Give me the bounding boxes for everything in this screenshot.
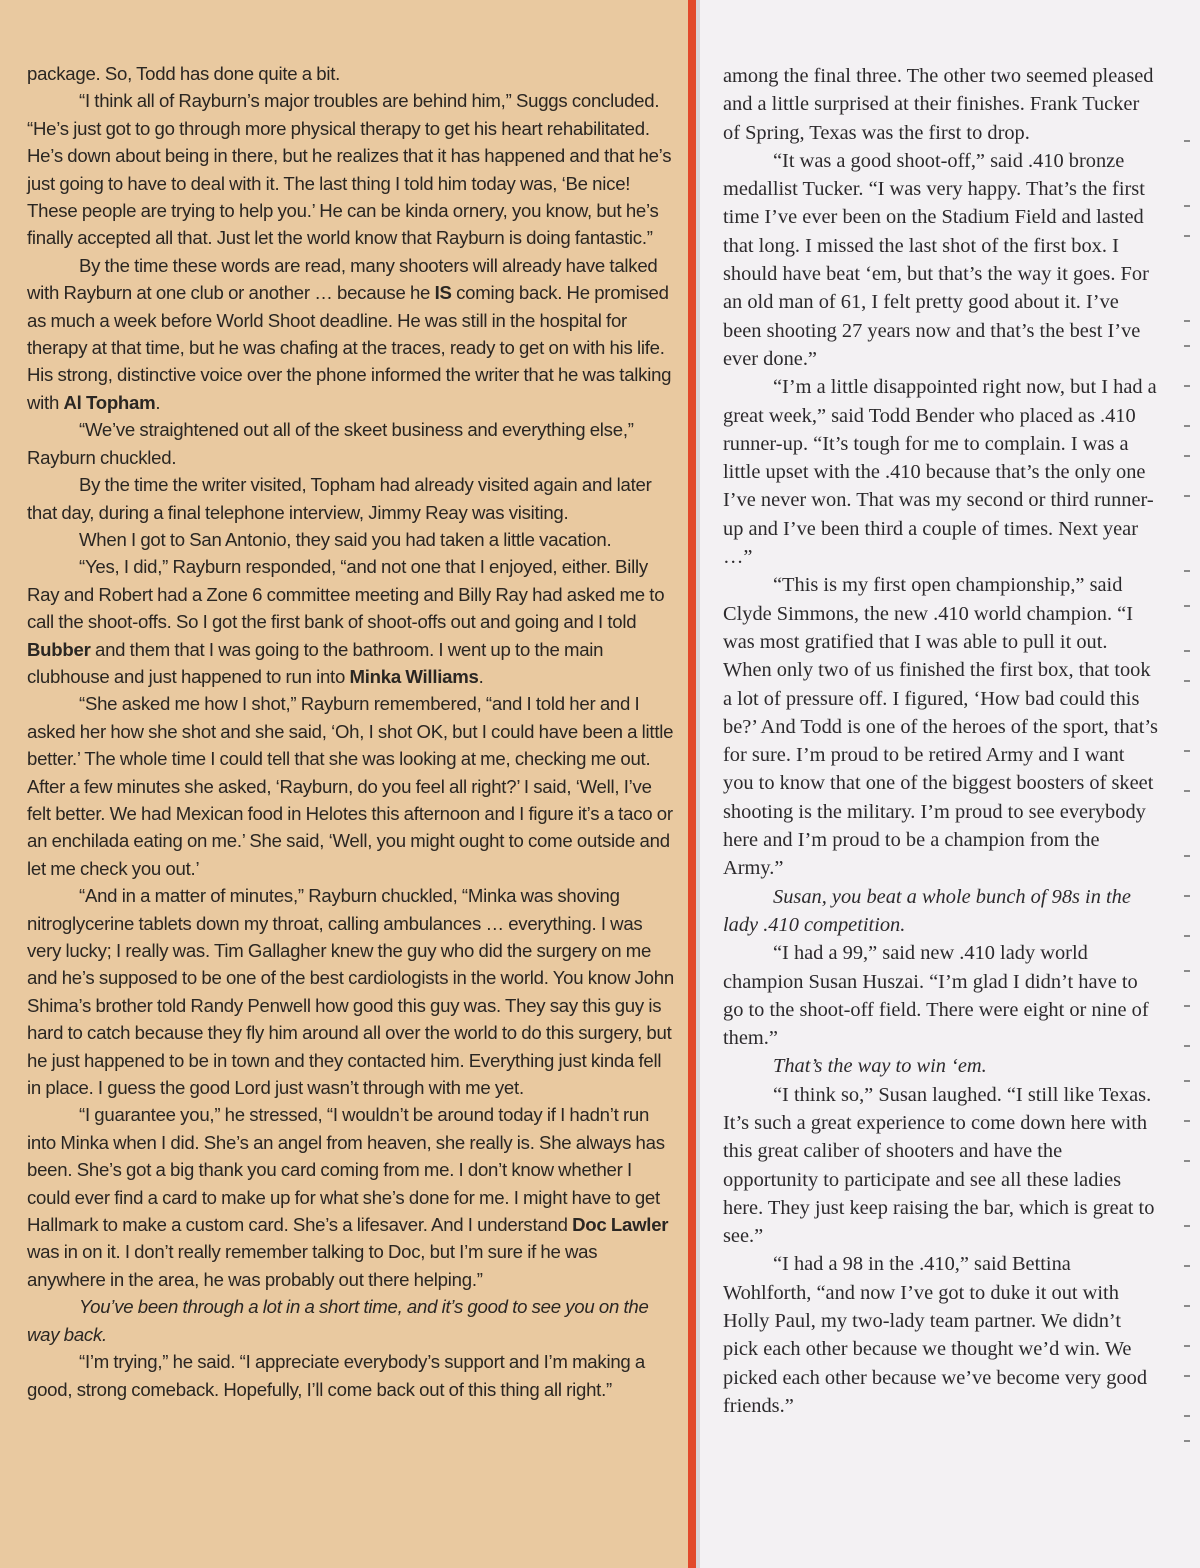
paragraph: “I had a 99,” said new .410 lady world champion Susan Huszai. “I’m glad I didn’t have to go to the shoot-off field. There were eight or nine of them.”	[723, 942, 1149, 1050]
paragraph: When I got to San Antonio, they said you had taken a little vacation.	[79, 528, 612, 550]
column-divider	[688, 0, 696, 1568]
paragraph: “Yes, I did,” Rayburn responded, “and not one that I enjoyed, either. Billy Ray and Robert had a Zone 6 committee meeting and Billy Ray had asked me to call the shoot-offs. So I got the first bank of shoot-offs out and going and I told Bubber and them that I was going to the bathroom. I went up to the main clubhouse and just happened to run into Minka Williams.	[27, 556, 665, 687]
paragraph: “I had a 98 in the .410,” said Bettina Wohlforth, “and now I’ve got to duke it out with Holly Paul, my two-lady team partner. We didn’t pick each other because we thought we’d win. We picked each other because we’ve become very good friends.”	[723, 1253, 1148, 1417]
paragraph: “It was a good shoot-off,” said .410 bronze medallist Tucker. “I was very happy. That’s the first time I’ve ever been on the Stadium Field and lasted that long. I missed the last shot of the first box. I should have beat ‘em, but that’s the way it goes. For an old man of 61, I felt pretty good about it. I’ve been shooting 27 years now and that’s the best I’ve ever done.”	[723, 149, 1149, 370]
interviewer-question: That’s the way to win ‘em.	[773, 1055, 987, 1078]
paragraph: “She asked me how I shot,” Rayburn remembered, “and I told her and I asked her how she shot and she said, ‘Oh, I shot OK, but I could have been a little better.’ The whole time I could tell that she was looking at me, checking me out. After a few minutes she asked, ‘Rayburn, do you feel all right?’ I said, ‘Well, I’ve felt better. We had Mexican food in Helotes this afternoon and I figure it’s a taco or an enchilada eating on me.’ She said, ‘Well, you might ought to come outside and let me check you out.’	[27, 693, 674, 879]
paragraph: among the final three. The other two seemed pleased and a little surprised at their finishes. Frank Tucker of Spring, Texas was the first to drop.	[723, 65, 1154, 144]
paragraph: “I’m a little disappointed right now, but I had a great week,” said Todd Bender who placed as .410 runner-up. “It’s tough for me to complain. I was a little upset with the .410 because that’s the only one I’ve never won. That was my second or third runner-up and I’ve been third a couple of times. Next year …”	[723, 376, 1157, 569]
paragraph: “This is my first open championship,” said Clyde Simmons, the new .410 world champion. “I was most gratified that I was able to pull it out. When only two of us finished the first box, that took a lot of pressure off. I figured, ‘How bad could this be?’ And Todd is one of the heroes of the sport, that’s for sure. I’m proud to be retired Army and I want you to know that one of the biggest boosters of skeet shooting is the military. I’m proud to see everybody here and I’m proud to be a champion from the Army.”	[723, 574, 1158, 880]
paragraph: By the time the writer visited, Topham had already visited again and later that day, during a final telephone interview, Jimmy Reay was visiting.	[27, 474, 652, 523]
paragraph: By the time these words are read, many shooters will already have talked with Rayburn at one club or another … because he IS coming back. He promised as much a week before World Shoot deadline. He was still in the hospital for therapy at that time, but he was chafing at the traces, ready to get on with his life. His strong, distinctive voice over the phone informed the writer that he was talking with Al Topham.	[27, 254, 672, 413]
bold-name: Al Topham	[63, 391, 156, 413]
paragraph: “We’ve straightened out all of the skeet business and everything else,” Rayburn chuckled.	[27, 419, 634, 468]
interviewer-question: Susan, you beat a whole bunch of 98s in the lady .410 competition.	[723, 885, 1131, 936]
right-column	[700, 0, 1200, 1568]
bold-name: Bubber	[27, 638, 91, 660]
paragraph: “I guarantee you,” he stressed, “I wouldn’t be around today if I hadn’t run into Minka when I did. She’s an angel from heaven, she really is. She always has been. She’s got a big thank you card coming from me. I don’t know whether I could ever find a card to make up for what she’s done for me. I might have to get Hallmark to make a custom card. She’s a lifesaver. And I understand Doc Lawler was in on it. I don’t really remember talking to Doc, but I’m sure if he was anywhere in the area, he was probably out there helping.”	[27, 1104, 669, 1290]
bold-name: Minka Williams	[349, 665, 479, 687]
emphasis-word: IS	[434, 282, 452, 304]
bold-name: Doc Lawler	[572, 1214, 669, 1236]
paragraph: “I think all of Rayburn’s major troubles are behind him,” Suggs concluded. “He’s just got to go through more physical therapy to get his heart rehabilitated. He’s down about being in there, but he realizes that it has happened and that he’s just going to have to deal with it. The last thing I told him today was, ‘Be nice! These people are trying to help you.’ He can be kinda ornery, you know, but he’s finally accepted all that. Just let the world know that Rayburn is doing fantastic.”	[27, 90, 672, 249]
paragraph: package. So, Todd has done quite a bit.	[27, 63, 341, 84]
interviewer-question: You’ve been through a lot in a short time, and it’s good to see you on the way back.	[27, 1296, 649, 1345]
paragraph: “I’m trying,” he said. “I appreciate everybody’s support and I’m making a good, strong comeback. Hopefully, I’ll come back out of this thing all right.”	[27, 1351, 646, 1400]
paragraph: “I think so,” Susan laughed. “I still like Texas. It’s such a great experience to come down here with this great caliber of shooters and have the opportunity to participate and see all these ladies here. They just keep raising the bar, which is great to see.”	[723, 1083, 1155, 1248]
paragraph: “And in a matter of minutes,” Rayburn chuckled, “Minka was shoving nitroglycerine tablets down my throat, calling ambulances … everything. I was very lucky; I really was. Tim Gallagher knew the guy who did the surgery on me and he’s supposed to be one of the best cardiologists in the world. You know John Shima’s brother told Randy Penwell how good this guy was. They say this guy is hard to catch because they fly him around all over the world to do this surgery, but he just happened to be in town and they contacted him. Everything just kinda fell in place. I guess the good Lord just wasn’t through with me yet.	[27, 885, 674, 1099]
page-edge-marks	[1178, 0, 1200, 1568]
